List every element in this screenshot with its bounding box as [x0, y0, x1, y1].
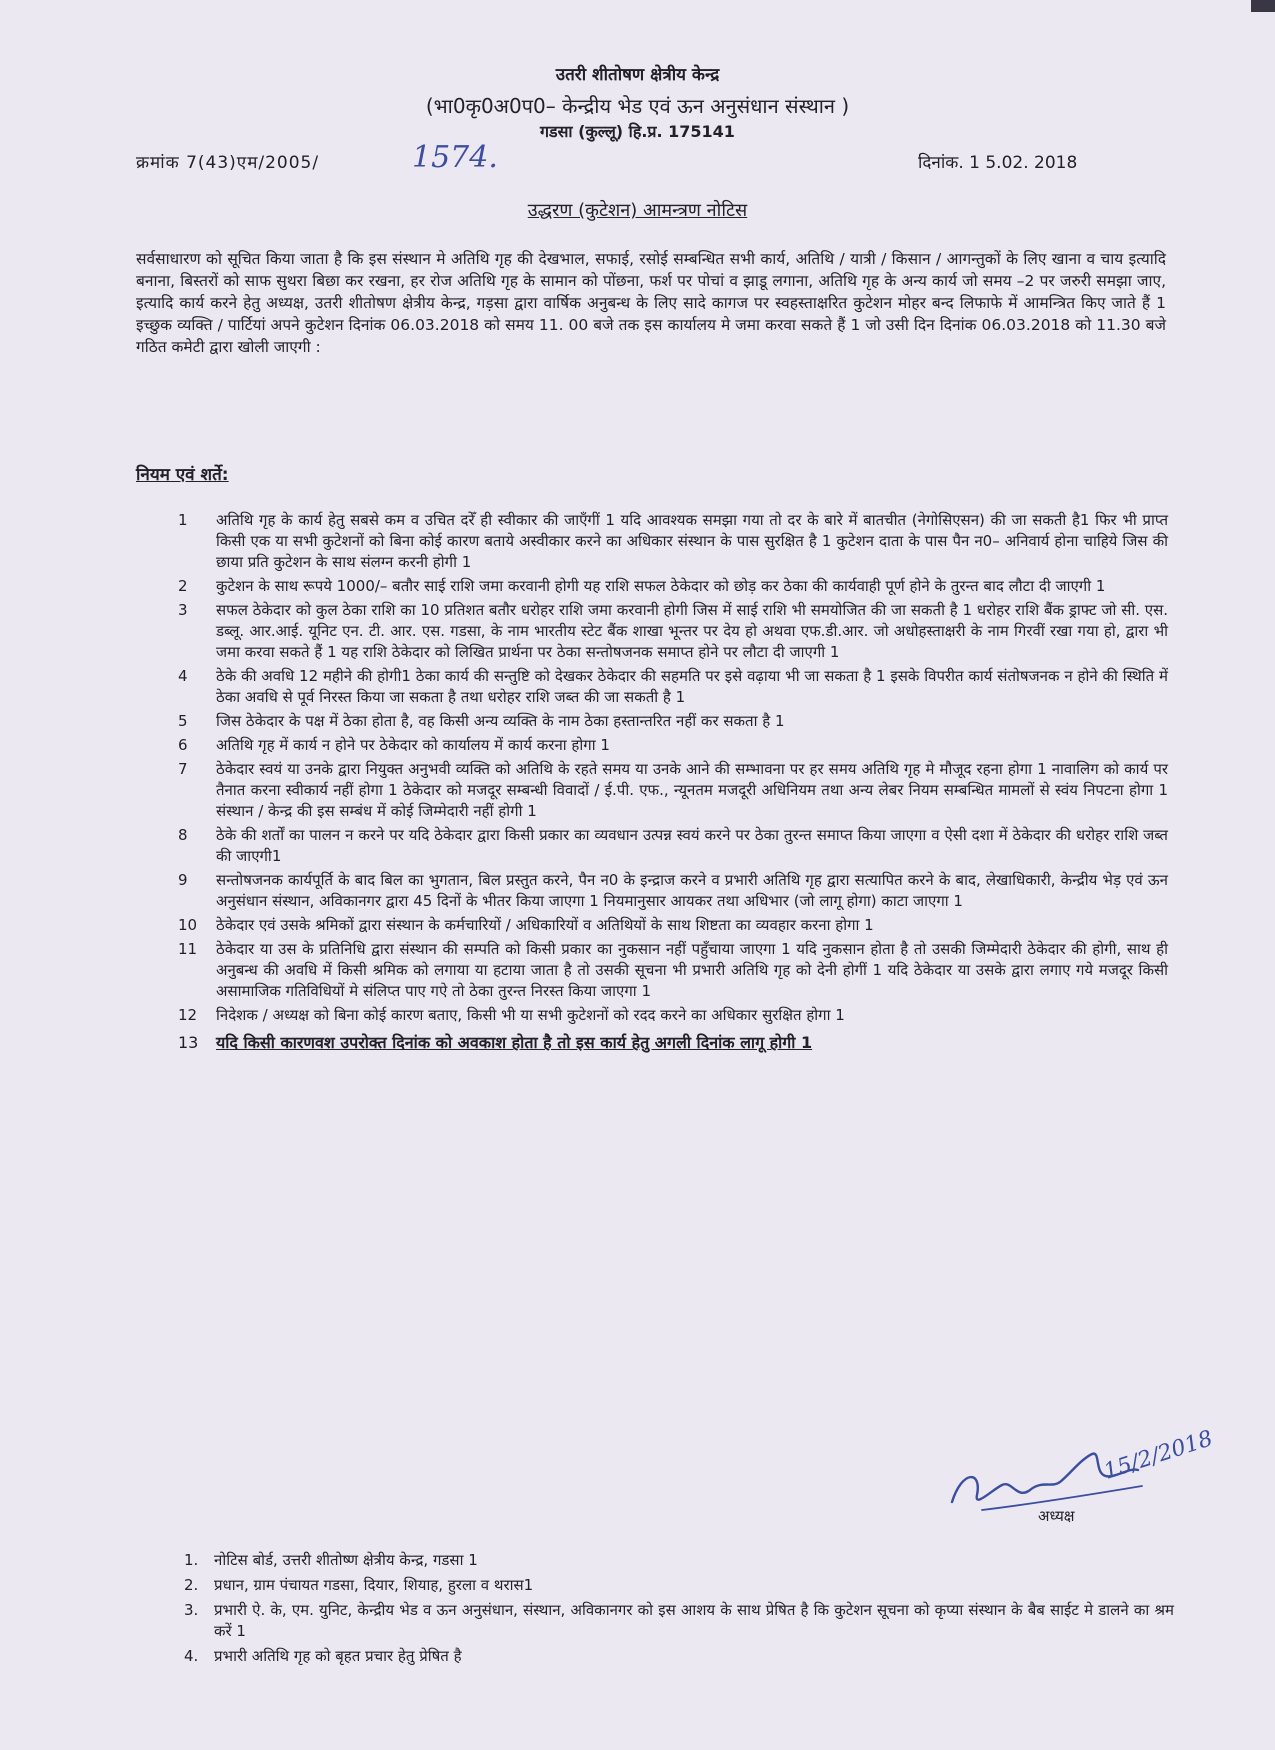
- rule-number: 2: [178, 577, 188, 595]
- copy-item: [184, 1575, 1174, 1596]
- rule-text: ठेके की अवधि 12 महीने की होगी1 ठेका कार्य की सन्तुष्टि को देखकर ठेकेदार की सहमति पर इसे वढ़ाया भी जा सकता है 1 इसके विपरीत कार्य संतोषजनक न होने की स्थिति में ठेका अवधि से पूर्व निरस्त किया जा सकता है तथा धरोहर राशि जब्त की जा सकती है 1: [216, 667, 1168, 706]
- signatory-designation: अध्यक्ष: [1038, 1507, 1075, 1525]
- rule-item: [178, 666, 1168, 708]
- rule-item: [178, 1005, 1168, 1026]
- copy-number: 3.: [184, 1601, 199, 1619]
- rule-number: 8: [178, 826, 188, 844]
- handwritten-dispatch-number: 1574.: [412, 140, 498, 175]
- copy-number: 2.: [184, 1576, 199, 1594]
- rule-text: कुटेशन के साथ रूपये 1000/– बतौर साई राशि जमा करवानी होगी यह राशि सफल ठेकेदार को छोड़ कर ठेका की कार्यवाही पूर्ण होने के तुरन्त बाद लौटा दी जाएगी 1: [216, 577, 1106, 595]
- rule-text: सन्तोषजनक कार्यपूर्ति के बाद बिल का भुगतान, बिल प्रस्तुत करने, पैन न0 के इन्द्राज करने व प्रभारी अतिथि गृह द्वारा सत्यापित करने के बाद, लेखाधिकारी, केन्द्रीय भेड़ एवं ऊन अनुसंधान संस्थान, अविकानगर द्वारा 45 दिनों के भीतर किया जाएगा 1 नियमानुसार आयकर तथा अधिभार (जो लागू होगा) काटा जाएगा 1: [216, 871, 1168, 910]
- copy-item: [184, 1600, 1174, 1642]
- copy-to-list: [184, 1550, 1174, 1671]
- org-address: गडसा (कुल्लू) हि.प्र. 175141: [540, 122, 735, 141]
- rule-item: [178, 870, 1168, 912]
- rule-text: अतिथि गृह में कार्य न होने पर ठेकेदार को कार्यालय में कार्य करना होगा 1: [216, 736, 610, 754]
- rule-item: [178, 600, 1168, 663]
- rule-item: [178, 825, 1168, 867]
- notice-date: [918, 150, 1077, 173]
- rule-text: सफल ठेकेदार को कुल ठेका राशि का 10 प्रतिशत बतौर धरोहर राशि जमा करवानी होगी जिस में साई राशि भी समयोजित की जा सकती है 1 धरोहर राशि बैंक ड्राफ्ट जो सी. एस. डब्लू. आर.आई. यूनिट एन. टी. आर. एस. गडसा, के नाम भारतीय स्टेट बैंक शाखा भून्तर पर देय हो अथवा एफ.डी.आर. जो अधोहस्ताक्षरी के नाम गिरवीं रखा गया हो, द्वारा भी जमा करवा सकते हैं 1 यह राशि ठेकेदार को लिखित प्रार्थना पर ठेका सन्तोषजनक समाप्त होने पर लौटा दी जाएगी 1: [216, 601, 1168, 661]
- copy-text: प्रधान, ग्राम पंचायत गडसा, दियार, शियाह, हुरला व थरास1: [214, 1576, 534, 1594]
- rule-text: ठेकेदार एवं उसके श्रमिकों द्वारा संस्थान के कर्मचारियों / अधिकारियों व अतिथियों के साथ शिष्टता का व्यवहार करना होगा 1: [216, 916, 874, 934]
- handwritten-sign-date: 15/2/2018: [1100, 1426, 1216, 1485]
- rule-number: 13: [178, 1033, 199, 1052]
- reference-label: क्रमांक: [136, 153, 180, 173]
- rule-item-important: [178, 1032, 1168, 1053]
- copy-text: प्रभारी ऐ. के, एम. युनिट, केन्द्रीय भेड व ऊन अनुसंधान, संस्थान, अविकानगर को इस आशय के साथ प्रेषित है कि कुटेशन सूचना को कृप्या संस्थान के बैब साईट मे डालने का श्रम करें 1: [214, 1601, 1174, 1640]
- rule-number: 6: [178, 736, 188, 754]
- date-value: 1 5.02. 2018: [969, 153, 1078, 173]
- copy-number: 4.: [184, 1647, 199, 1665]
- copy-item: [184, 1646, 1174, 1667]
- rule-number: 5: [178, 712, 188, 730]
- intro-paragraph: सर्वसाधारण को सूचित किया जाता है कि इस संस्थान मे अतिथि गृह की देखभाल, सफाई, रसोई सम्बन्धित सभी कार्य, अतिथि / यात्री / किसान / आगन्तुकों के लिए खाना व चाय इत्यादि बनाना, बिस्तरों को साफ सुथरा बिछा कर रखना, हर रोज अतिथि गृह के सामान को पोंछना, फर्श पर पोचां व झाडू लगाना, अतिथि गृह के अन्य कार्य जो समय –2 पर जरुरी समझा जाए, इत्यादि कार्य करने हेतु अध्यक्ष, उतरी शीतोषण क्षेत्रीय केन्द्र, गड़सा द्वारा वार्षिक अनुबन्ध के लिए सादे कागज पर स्वहस्ताक्षरित कुटेशन मोहर बन्द लिफाफे में आमन्त्रित किए जाते हैं 1 इच्छुक व्यक्ति / पार्टियां अपने कुटेशन दिनांक 06.03.2018 को समय 11. 00 बजे तक इस कार्यालय मे जमा करवा सकते हैं 1 जो उसी दिन दिनांक 06.03.2018 को 11.30 बजे गठित कमेटी द्वारा खोली जाएगी :: [136, 250, 1166, 356]
- date-label: दिनांक.: [918, 153, 964, 173]
- rule-text: अतिथि गृह के कार्य हेतु सबसे कम व उचित दरेँ ही स्वीकार की जाएँगीं 1 यदि आवश्यक समझा गया तो दर के बारे में बातचीत (नेगोसिएसन) की जा सकती है1 फिर भी प्राप्त किसी एक या सभी कुटेशनों को बिना कोई कारण बताये अस्वीकार करने का अधिकार संस्थान के पास सुरक्षित है 1 कुटेशन दाता के पास पैन न0– अनिवार्य होना चाहिये जिस की छाया प्रति कुटेशन के साथ संलग्न करनी होगी 1: [216, 511, 1168, 571]
- rules-list: [178, 510, 1168, 1056]
- rule-text: ठेकेदार या उस के प्रतिनिधि द्वारा संस्थान की सम्पति को किसी प्रकार का नुकसान नहीं पहुँचाया जाएगा 1 यदि नुकसान होता है तो उसकी जिम्मेदारी ठेकेदार की होगी, साथ ही अनुबन्ध की अवधि में किसी श्रमिक को लगाया या हटाया जाता है तो उसकी सूचना भी प्रभारी अतिथि गृह को देनी होगीं 1 यदि ठेकेदार या उसके द्वारा लगाए गये मजदूर किसी असामाजिक गतिविधियों मे संलिप्त पाए गऐ तो ठेका तुरन्त निरस्त किया जाएगा 1: [216, 940, 1168, 1000]
- rule-number: 7: [178, 760, 188, 778]
- rule-item: [178, 510, 1168, 573]
- signature-block: [942, 1440, 1242, 1550]
- rule-item: [178, 735, 1168, 756]
- rules-heading: नियम एवं शर्ते:: [136, 465, 229, 485]
- rule-number: 1: [178, 511, 188, 529]
- rule-number: 3: [178, 601, 188, 619]
- rule-item: [178, 915, 1168, 936]
- notice-title-text: उद्धरण (कुटेशन) आमन्त्रण नोटिस: [527, 200, 748, 221]
- reference-value: 7(43)एम/2005/: [186, 153, 320, 173]
- rule-item: [178, 711, 1168, 732]
- copy-number: 1.: [184, 1551, 199, 1569]
- rule-text: यदि किसी कारणवश उपरोक्त दिनांक को अवकाश होता है तो इस कार्य हेतु अगली दिनांक लागू होगी 1: [216, 1033, 813, 1052]
- org-name: उतरी शीतोषण क्षेत्रीय केन्द्र: [555, 65, 720, 85]
- copy-text: नोटिस बोर्ड, उत्तरी शीतोष्ण क्षेत्रीय केन्द्र, गडसा 1: [214, 1551, 478, 1569]
- copy-text: प्रभारी अतिथि गृह को बृहत प्रचार हेतु प्रेषित है: [214, 1647, 462, 1665]
- rule-number: 9: [178, 871, 188, 889]
- rule-item: [178, 576, 1168, 597]
- rule-text: निदेशक / अध्यक्ष को बिना कोई कारण बताए, किसी भी या सभी कुटेशनों को रदद करने का अधिकार सुरक्षित होगा 1: [216, 1006, 845, 1024]
- rule-text: ठेके की शर्तों का पालन न करने पर यदि ठेकेदार द्वारा किसी प्रकार का व्यवधान उत्पन्न स्वयं करने पर ठेका तुरन्त समाप्त किया जाएगा व ऐसी दशा में ठेकेदार की धरोहर राशि जब्त की जाएगी1: [216, 826, 1168, 865]
- rule-item: [178, 939, 1168, 1002]
- notice-title: [0, 198, 1275, 222]
- rule-item: [178, 759, 1168, 822]
- rule-text: ठेकेदार स्वयं या उनके द्वारा नियुक्त अनुभवी व्यक्ति को अतिथि के रहते समय या उनके आने की सम्भावना पर हर समय अतिथि गृह मे मौजूद रहना होगा 1 नावालिग को कार्य पर तैनात करना स्वीकार्य नहीं होगा 1 ठेकेदार को मजदूर सम्बन्धी विवादों / ई.पी. एफ., न्यूनतम मजदूरी अधिनियम तथा अन्य लेबर नियम सम्बन्धित मामलों से स्वंय निपटना होगा 1 संस्थान / केन्द्र की इस सम्बंध में कोई जिम्मेदारी नहीं होगी 1: [216, 760, 1168, 820]
- parent-org: (भा0कृ0अ0प0– केन्द्रीय भेड एवं ऊन अनुसंधान संस्थान ): [425, 94, 850, 118]
- rule-number: 11: [178, 940, 198, 958]
- rule-number: 4: [178, 667, 188, 685]
- rule-text: जिस ठेकेदार के पक्ष में ठेका होता है, वह किसी अन्य व्यक्ति के नाम ठेका हस्तान्तरित नहीं कर सकता है 1: [216, 712, 785, 730]
- rule-number: 12: [178, 1006, 198, 1024]
- copy-item: [184, 1550, 1174, 1571]
- reference-number: [136, 150, 319, 173]
- rule-number: 10: [178, 916, 198, 934]
